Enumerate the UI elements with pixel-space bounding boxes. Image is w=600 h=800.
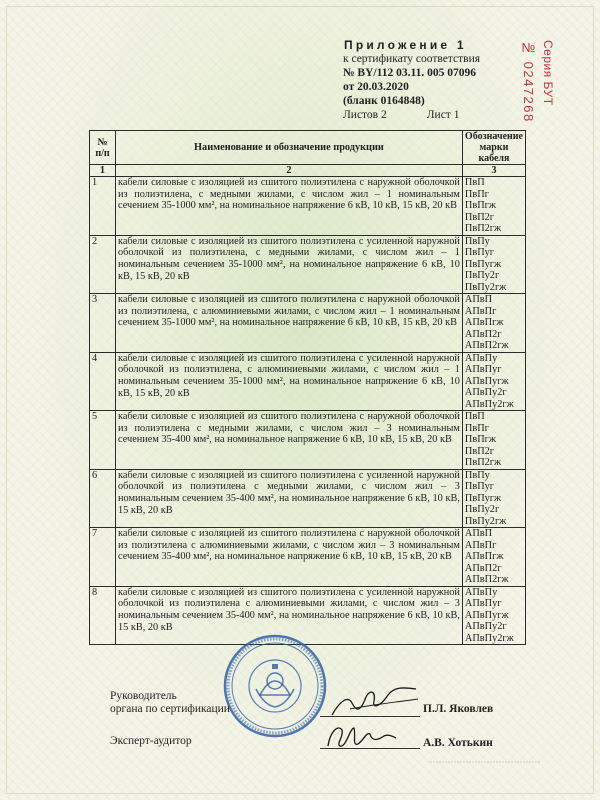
index-cell: 3: [462, 165, 525, 177]
sheet-number: Лист 1: [426, 109, 460, 121]
cable-marks: [462, 352, 525, 411]
column-header-name: Наименование и обозначение продукции: [116, 131, 463, 165]
cable-mark: ПвПуг: [464, 481, 495, 492]
cable-mark: ПвПугж: [464, 258, 502, 270]
row-number: 1: [90, 177, 116, 236]
certificate-date: от 20.03.2020: [343, 81, 409, 93]
cable-mark: ПвПг: [464, 188, 489, 200]
cable-mark: АПвПу: [464, 586, 498, 598]
cable-marks: [462, 235, 525, 294]
cable-marks: [462, 586, 525, 645]
cable-mark: ПвПугж: [464, 492, 502, 504]
cable-mark: ПвП: [464, 177, 485, 188]
cable-mark: АПвПг: [464, 539, 497, 551]
sheet-count: Листов 2: [343, 109, 387, 121]
row-number: 5: [90, 411, 116, 470]
cable-mark: АПвП2г: [464, 562, 502, 574]
cable-mark: АПвПг: [464, 305, 497, 317]
row-number: 7: [90, 528, 116, 587]
auditor-role: Эксперт-аудитор: [110, 735, 192, 747]
blank-number: (бланк 0164848): [343, 95, 425, 107]
cable-mark: ПвПгж: [464, 434, 496, 445]
certificate-reference: к сертификату соответствия: [343, 53, 481, 65]
cable-mark: ПвП2г: [464, 445, 495, 457]
appendix-header: [343, 38, 543, 122]
cable-mark: АПвП2гж: [464, 340, 509, 351]
cable-mark: АПвПугж: [464, 375, 509, 387]
cable-mark: ПвП2гж: [464, 223, 502, 234]
blank-serial-number: № 0247268: [521, 40, 536, 123]
table-index-row: [90, 165, 526, 177]
cable-mark: ПвПг: [464, 422, 489, 434]
cable-mark: ПвПуг: [464, 247, 495, 258]
product-description: кабели силовые с изоляцией из сшитого полиэтилена с наружной оболочкой из полиэтилена с алюминиевыми жилами, с числом жил – 3 номинальным сечением 35-400 мм², на номинальное напряжение 6 кВ, 10 кВ, 15 кВ, 20 кВ: [116, 528, 463, 587]
cable-mark: АПвПу2гж: [464, 398, 514, 410]
cable-mark: ПвПу: [464, 235, 490, 247]
table-row: [90, 528, 526, 587]
cable-mark: ПвПу2г: [464, 504, 500, 515]
product-description: кабели силовые с изоляцией из сшитого полиэтилена с усиленной наружной оболочкой из полиэтилена, с алюминиевыми жилами, с числом жил – 1 номинальным сечением 35-1000 мм², на номинальное напряжение 6 кВ, 10 кВ, 15 кВ, 20 кВ: [116, 352, 463, 411]
table-row: [90, 469, 526, 528]
column-header-marks: Обозначение марки кабеля: [462, 131, 525, 165]
table-header-row: [90, 131, 526, 165]
product-description: кабели силовые с изоляцией из сшитого полиэтилена с усиленной наружной оболочкой из полиэтилена с алюминиевыми жилами, с числом жил – 3 номинальным сечением 35-400 мм², на номинальное напряжение 6 кВ, 10 кВ, 15 кВ, 20 кВ: [116, 586, 463, 645]
column-header-number: № п/п: [90, 131, 116, 165]
table-row: [90, 294, 526, 353]
products-table: [89, 130, 526, 645]
cable-mark: АПвПу2гж: [464, 632, 514, 644]
cable-mark: АПвП2г: [464, 328, 502, 340]
cable-mark: ПвП2гж: [464, 457, 502, 468]
table-row: [90, 177, 526, 236]
cable-marks: [462, 294, 525, 353]
product-description: кабели силовые с изоляцией из сшитого полиэтилена с усиленной наружной оболочкой из полиэтилена с медными жилами, с числом жил – 3 номинальным сечением 35-400 мм², на номинальное напряжение 6 кВ, 10 кВ, 15 кВ, 20 кВ: [116, 469, 463, 528]
head-role-line1: Руководитель: [110, 690, 177, 702]
certification-seal-icon: [222, 633, 328, 739]
row-number: 3: [90, 294, 116, 353]
row-number: 6: [90, 469, 116, 528]
cable-mark: АПвПгж: [464, 317, 504, 328]
row-number: 2: [90, 235, 116, 294]
cable-mark: АПвПугж: [464, 609, 509, 621]
index-cell: 2: [116, 165, 463, 177]
fine-print-pattern-icon: [430, 760, 540, 764]
cable-mark: ПвПу2г: [464, 270, 500, 281]
product-description: кабели силовые с изоляцией из сшитого полиэтилена с наружной оболочкой из полиэтилена, с медными жилами, с числом жил – 1 номинальным сечением 35-1000 мм², на номинальное напряжение 6 кВ, 10 кВ, 15 кВ, 20 кВ: [116, 177, 463, 236]
row-number: 8: [90, 586, 116, 645]
cable-mark: АПвПгж: [464, 551, 504, 562]
product-description: кабели силовые с изоляцией из сшитого полиэтилена с наружной оболочкой из полиэтилена с медными жилами, с числом жил – 3 номинальным сечением 35-400 мм², на номинальное напряжение 6 кВ, 10 кВ, 15 кВ, 20 кВ: [116, 411, 463, 470]
cable-mark: ПвП: [464, 411, 485, 422]
head-role-line2: органа по сертификации: [110, 703, 230, 715]
product-description: кабели силовые с изоляцией из сшитого полиэтилена с усиленной наружной оболочкой из полиэтилена, с медными жилами, с числом жил – 1 номинальным сечением 35-1000 мм², на номинальное напряжение 6 кВ, 10 кВ, 15 кВ, 20 кВ: [116, 235, 463, 294]
cable-mark: ПвПгж: [464, 200, 496, 211]
cable-mark: АПвПуг: [464, 364, 502, 375]
table-row: [90, 235, 526, 294]
cable-marks: [462, 469, 525, 528]
cable-mark: АПвП2гж: [464, 574, 509, 585]
fine-print-decoration: [430, 760, 540, 766]
index-cell: 1: [90, 165, 116, 177]
cable-mark: АПвПу2г: [464, 621, 507, 632]
cable-mark: ПвП2г: [464, 211, 495, 223]
cable-mark: ПвПу: [464, 469, 490, 481]
cable-mark: АПвПуг: [464, 598, 502, 609]
cable-marks: [462, 177, 525, 236]
cable-mark: АПвПу2г: [464, 387, 507, 398]
auditor-name: А.В. Хотькин: [423, 737, 493, 749]
auditor-signature-icon: [322, 718, 402, 754]
cable-mark: ПвПу2гж: [464, 515, 507, 527]
table-row: [90, 411, 526, 470]
sheet-info: [343, 108, 543, 122]
certificate-number: № BY/112 03.11. 005 07096: [343, 67, 476, 79]
cable-marks: [462, 411, 525, 470]
cable-mark: АПвП: [464, 294, 493, 305]
cable-marks: [462, 528, 525, 587]
appendix-title: Приложение 1: [344, 38, 467, 52]
product-description: кабели силовые с изоляцией из сшитого полиэтилена с наружной оболочкой из полиэтилена, с алюминиевыми жилами, с числом жил – 1 номинальным сечением 35-1000 мм², на номинальное напряжение 6 кВ, 10 кВ, 15 кВ, 20 кВ: [116, 294, 463, 353]
cable-mark: АПвП: [464, 528, 493, 539]
cable-mark: АПвПу: [464, 352, 498, 364]
head-signature-icon: [330, 683, 420, 723]
row-number: 4: [90, 352, 116, 411]
cable-mark: ПвПу2гж: [464, 281, 507, 293]
head-name: П.Л. Яковлев: [423, 703, 494, 715]
blank-series: Серия БУТ: [541, 40, 555, 106]
table-row: [90, 352, 526, 411]
